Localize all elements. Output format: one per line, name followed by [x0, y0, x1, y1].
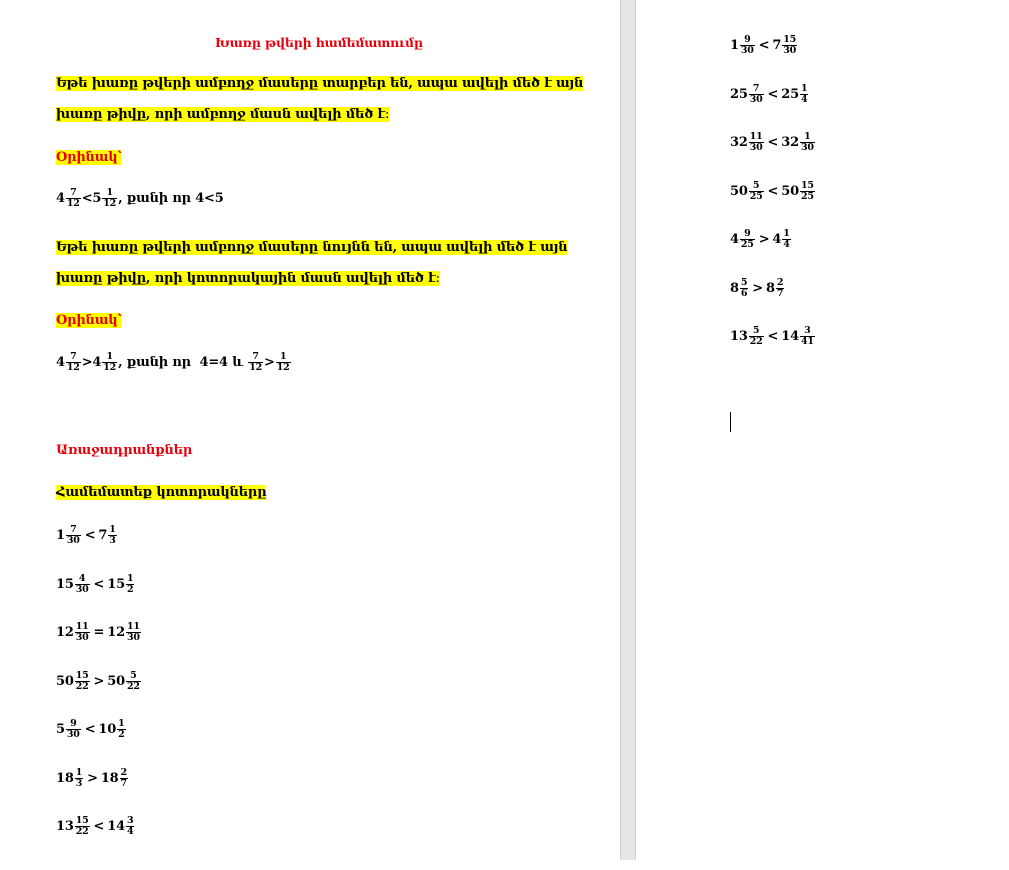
- fraction: $\frac{1}{3}$: [109, 524, 116, 546]
- fraction: $\frac{1}{12}$: [103, 351, 117, 373]
- rule2-line1: Եթե խառը թվերի ամբողջ մասերը նույնն են, ապա ավելի մեծ է այն: [56, 240, 568, 255]
- comparison-item: 18 $\frac{1}{3}$ > 18 $\frac{2}{7}$: [56, 766, 127, 789]
- fraction: $\frac{5}{25}$: [749, 179, 763, 202]
- rule1-line1: Եթե խառը թվերի ամբողջ մասերը տարբեր են, ապա ավելի մեծ է այն: [56, 76, 584, 91]
- fraction: $\frac{7}{12}$: [249, 351, 263, 373]
- fraction: $\frac{5}{22}$: [126, 669, 140, 692]
- comparison-item: 8 $\frac{5}{6}$ > 8 $\frac{2}{7}$: [730, 276, 784, 299]
- fraction: $\frac{1}{2}$: [126, 572, 134, 595]
- fraction: $\frac{1}{2}$: [118, 718, 125, 740]
- tasks-instruction: Համեմատեք կոտորակները: [56, 485, 267, 500]
- comparison-item: 1 $\frac{7}{30}$ < 7 $\frac{1}{3}$: [56, 524, 116, 546]
- comparison-item: 4 $\frac{9}{25}$ > 4 $\frac{1}{4}$: [730, 228, 790, 250]
- fraction: $\frac{15}{22}$: [75, 815, 89, 837]
- text-cursor: [730, 412, 731, 432]
- fraction: $\frac{15}{22}$: [75, 669, 89, 692]
- comparison-item: 5 $\frac{9}{30}$ < 10 $\frac{1}{2}$: [56, 718, 125, 740]
- rule1-line2: խառը թիվը, որի ամբողջ մասն ավելի մեծ է։: [56, 107, 390, 122]
- fraction: $\frac{1}{3}$: [75, 766, 83, 789]
- fraction: $\frac{9}{25}$: [740, 228, 754, 250]
- fraction: $\frac{1}{4}$: [800, 82, 808, 105]
- comparison-item: 1 $\frac{9}{30}$ < 7 $\frac{15}{30}$: [730, 34, 797, 56]
- document-title: Խառը թվերի համեմատումը: [215, 35, 423, 50]
- example-2: 4 $\frac{7}{12}$ > 4 $\frac{1}{12}$ , քանի որ 4=4 և $\frac{7}{12}$ > $\frac{1}{12}$: [56, 351, 290, 373]
- example-label-1: Օրինակ՝: [56, 150, 122, 165]
- rule2-line2: խառը թիվը, որի կոտորակային մասն ավելի մեծ է։: [56, 271, 440, 286]
- fraction: $\frac{1}{4}$: [783, 228, 790, 250]
- fraction: $\frac{9}{30}$: [66, 718, 80, 740]
- comparison-item: 12 $\frac{11}{30}$ = 12 $\frac{11}{30}$: [56, 621, 140, 643]
- comparison-item: 25 $\frac{7}{30}$ < 25 $\frac{1}{4}$: [730, 82, 808, 105]
- comparison-item: 13 $\frac{5}{22}$ < 14 $\frac{3}{41}$: [730, 325, 814, 347]
- fraction: $\frac{15}{30}$: [783, 34, 797, 56]
- fraction: $\frac{7}{30}$: [66, 524, 80, 546]
- fraction: $\frac{2}{7}$: [776, 276, 784, 299]
- fraction: $\frac{11}{30}$: [75, 621, 89, 643]
- fraction: $\frac{1}{12}$: [276, 351, 290, 373]
- fraction: $\frac{7}{12}$: [66, 187, 80, 209]
- comparison-item: 50 $\frac{15}{22}$ > 50 $\frac{5}{22}$: [56, 669, 140, 692]
- example-1: 4 $\frac{7}{12}$ < 5 $\frac{1}{12}$ , քանի որ 4<5: [56, 187, 224, 209]
- comparison-item: 13 $\frac{15}{22}$ < 14 $\frac{3}{4}$: [56, 815, 134, 837]
- fraction: $\frac{15}{25}$: [800, 179, 814, 202]
- fraction: $\frac{11}{30}$: [126, 621, 140, 643]
- fraction: $\frac{5}{22}$: [749, 325, 763, 347]
- fraction: $\frac{1}{12}$: [103, 187, 117, 209]
- comparison-item: 32 $\frac{11}{30}$ < 32 $\frac{1}{30}$: [730, 131, 814, 153]
- comparison-item: 50 $\frac{5}{25}$ < 50 $\frac{15}{25}$: [730, 179, 814, 202]
- fraction: $\frac{4}{30}$: [75, 572, 89, 595]
- fraction: $\frac{2}{7}$: [120, 766, 127, 789]
- fraction: $\frac{7}{12}$: [66, 351, 80, 373]
- fraction: $\frac{1}{30}$: [800, 131, 814, 153]
- page-gutter: [620, 0, 636, 860]
- fraction: $\frac{3}{4}$: [126, 815, 134, 837]
- document-page-right[interactable]: [636, 0, 1009, 860]
- fraction: $\frac{11}{30}$: [749, 131, 763, 153]
- fraction: $\frac{3}{41}$: [800, 325, 814, 347]
- fraction: $\frac{5}{6}$: [740, 276, 748, 299]
- fraction: $\frac{7}{30}$: [749, 82, 763, 105]
- comparison-item: 15 $\frac{4}{30}$ < 15 $\frac{1}{2}$: [56, 572, 134, 595]
- fraction: $\frac{9}{30}$: [740, 34, 754, 56]
- tasks-heading: Առաջադրանքներ: [56, 443, 193, 458]
- example-label-2: Օրինակ՝: [56, 313, 122, 328]
